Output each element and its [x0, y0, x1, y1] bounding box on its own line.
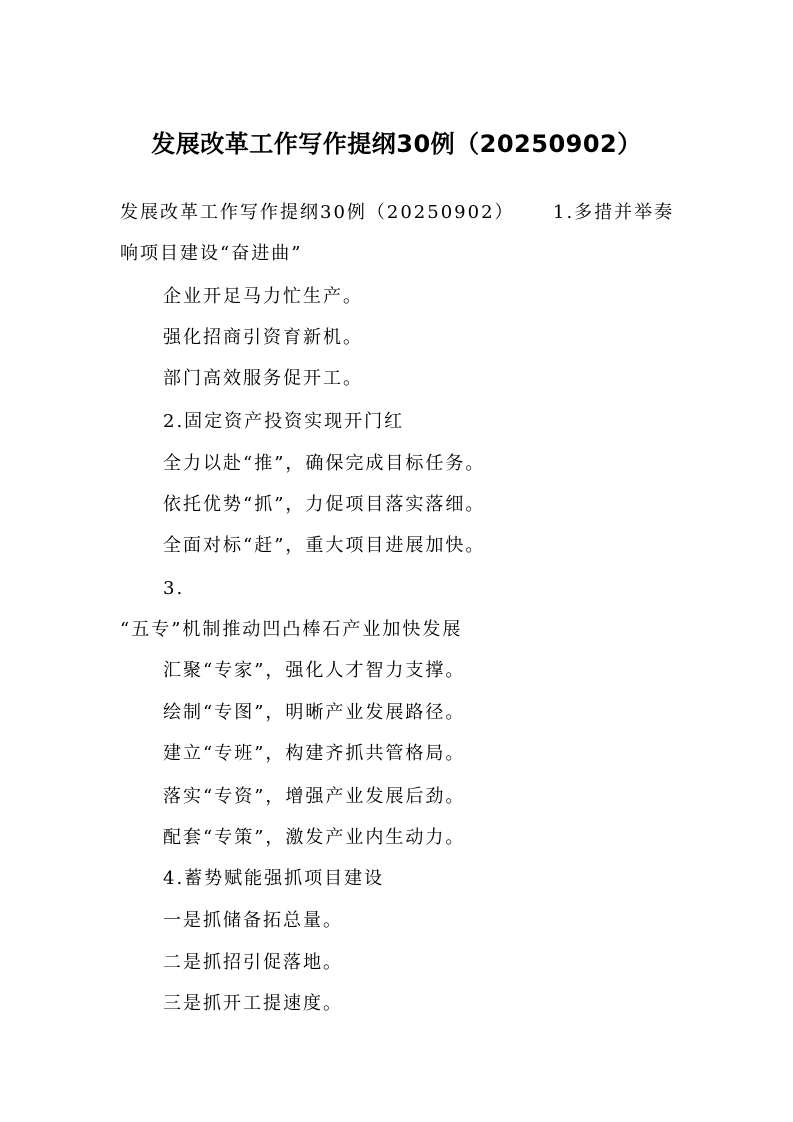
document-title: 发展改革工作写作提纲30例（20250902）	[151, 130, 642, 158]
body-line: 全面对标“赶”，重大项目进展加快。	[163, 535, 486, 556]
heading-4: 4.蓄势赋能强抓项目建设	[163, 868, 385, 889]
heading-1-end: 响项目建设“奋进曲”	[120, 243, 303, 264]
body-line: 建立“专班”，构建齐抓共管格局。	[163, 743, 466, 764]
heading-1-start: 1.多措并举奏	[553, 202, 675, 223]
body-line: 三是抓开工提速度。	[163, 993, 343, 1014]
heading-3-number: 3.	[163, 578, 185, 599]
heading-3-text: “五专”机制推动凹凸棒石产业加快发展	[120, 619, 463, 640]
body-line: 二是抓招引促落地。	[163, 952, 343, 973]
body-line: 配套“专策”，激发产业内生动力。	[163, 827, 466, 848]
heading-2: 2.固定资产投资实现开门红	[163, 411, 405, 432]
body-line-intro: 发展改革工作写作提纲30例（20250902）	[120, 202, 515, 223]
body-line: 绘制“专图”，明晰产业发展路径。	[163, 702, 466, 723]
body-line: 部门高效服务促开工。	[163, 368, 363, 389]
body-line: 全力以赴“推”，确保完成目标任务。	[163, 453, 486, 474]
body-line: 强化招商引资育新机。	[163, 327, 363, 348]
body-line: 依托优势“抓”，力促项目落实落细。	[163, 494, 486, 515]
body-line: 落实“专资”，增强产业发展后劲。	[163, 786, 466, 807]
body-line: 汇聚“专家”，强化人才智力支撑。	[163, 660, 466, 681]
body-line: 一是抓储备拓总量。	[163, 910, 343, 931]
body-line: 企业开足马力忙生产。	[163, 286, 363, 307]
